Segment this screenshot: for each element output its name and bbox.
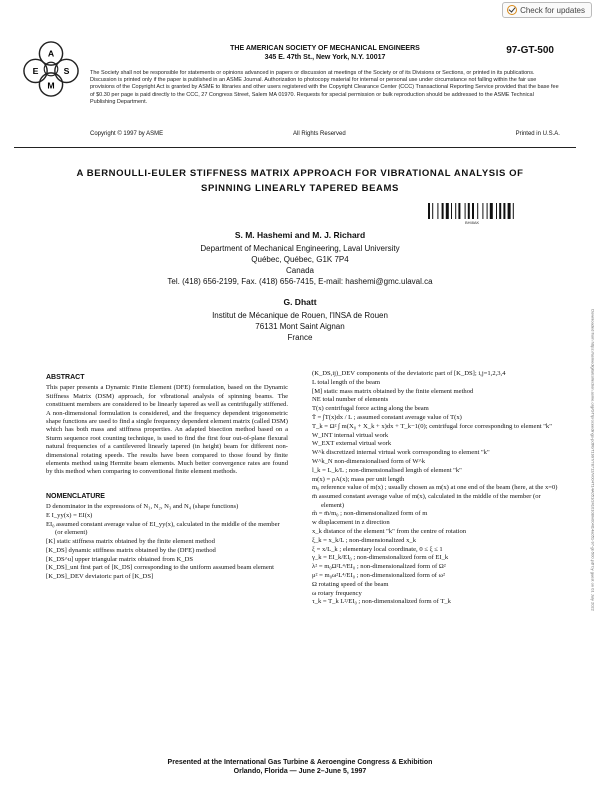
society-name: THE AMERICAN SOCIETY OF MECHANICAL ENGINEERS	[230, 45, 420, 52]
author-names: S. M. Hashemi and M. J. Richard	[234, 230, 366, 240]
conference-footer	[60, 758, 540, 776]
nomenclature-entry: [K_DS] dynamic stiffness matrix obtained by the (DFE) method	[46, 546, 216, 554]
paper-number: 97-GT-500	[506, 45, 554, 56]
nomenclature-heading: NOMENCLATURE	[46, 492, 105, 500]
rights-text: All Rights Reserved	[293, 131, 346, 137]
nomenclature-entry: ξ = x/L_k ; elementary local coordinate, 0 ≤ ξ ≤ 1	[312, 545, 443, 553]
nomenclature-entry: [M] static mass matrix obtained by the finite element method	[312, 387, 474, 395]
society-address: 345 E. 47th St., New York, N.Y. 10017	[264, 54, 386, 61]
nomenclature-entry: x_k distance of the element "k" from the centre of rotation	[312, 527, 467, 535]
check-updates-icon	[507, 5, 517, 15]
nomenclature-entry: W_INT internal virtual work	[312, 431, 389, 439]
nomenclature-entry: NE total number of elements	[312, 396, 389, 404]
nomenclature-entry: [K_DS]_DEV deviatoric part of [K_DS]	[46, 573, 154, 581]
author-address-2: 76131 Mont Saint Aignan	[255, 322, 345, 331]
barcode-icon	[428, 203, 538, 219]
author-country: Canada	[285, 266, 315, 275]
nomenclature-entry: D denominator in the expressions of N₁, N₂, N₃ and N₄ (shape functions)	[46, 503, 239, 511]
nomenclature-entry: [K_DS^u] upper triangular matrix obtained from K_DS	[46, 555, 194, 563]
barcode-label: BHI8AK	[465, 220, 480, 225]
right-column	[312, 370, 562, 607]
author-country-2: France	[287, 333, 313, 342]
abstract-text: This paper presents a Dynamic Finite Element (DFE) formulation, based on the Dynamic Stiffness Matrix (DSM) approach, for vibrational analysis of spinning beams. The constituent members are considered to be linearly tapered as well as centrifugally stiffened. A non-dimensional formulation is considered, and the frequency dependent trigonometric shape functions are used to find a single frequency dependent element matrix (called DSM) which has both mass and stiffness properties. An adapted bisection method based on a Sturm sequence root counting technique, is used to find the first four out-of-plane flexural natural frequencies of a cantilevered linearly tapered (in height) beam for different non-dimensional rotating speeds. The results have been compared to those found by finite elements method using Hermite beam elements. Much better convergence rates are found by this method when comparing to conventional finite element methods.	[46, 384, 288, 476]
left-column	[46, 374, 288, 582]
svg-text:E: E	[32, 65, 39, 76]
footer-line-2: Orlando, Florida — June 2–June 5, 1997	[233, 768, 367, 775]
nomenclature-entry: μ² = m₀ω²L⁴/EI₀ ; non-dimensionalized form of ω²	[312, 571, 445, 579]
download-watermark-text: Downloaded from https://asmedigitalcollection.asme.org/GT/proceedings-pdf/GT1997/78712/V004T14A051/2410108/v004t14a051-97-gt-500.pdf by guest on 01 July 2022	[590, 309, 596, 611]
nomenclature-entry: τ_k = T_k L²/EI₀ ; non-dimensionalized form of T_k	[312, 598, 451, 606]
nomenclature-entry: Ω rotating speed of the beam	[312, 580, 389, 588]
author-contact: Tel. (418) 656-2199, Fax. (418) 656-7415, E-mail: hashemi@gmc.ulaval.ca	[167, 277, 433, 286]
nomenclature-entry: λ² = m₀Ω²L⁴/EI₀ ; non-dimensionalized form of Ω²	[312, 563, 446, 571]
svg-text:S: S	[63, 65, 70, 76]
nomenclature-entry: [K] static stiffness matrix obtained by the finite element method	[46, 538, 215, 546]
nomenclature-entry: T_k = Ω² ∫ m(X₀ + X_k + x)dx + T_k−1(0); centrifugal force corresponding to element "k"	[312, 422, 552, 430]
nomenclature-entry: [K_DS]_uni first part of [K_DS] corresponding to the uniform assumed beam element	[46, 564, 274, 572]
nomenclature-entry: γ_k = EI_k/EI₀ ; non-dimensionalized form of EI_k	[312, 554, 449, 562]
check-for-updates-label: Check for updates	[520, 5, 585, 15]
svg-text:M: M	[47, 80, 55, 91]
asme-logo-icon	[22, 40, 80, 98]
title-line-1: A BERNOULLI-EULER STIFFNESS MATRIX APPROACH FOR VIBRATIONAL ANALYSIS OF	[76, 168, 524, 179]
svg-text:A: A	[47, 48, 55, 59]
abstract-heading: ABSTRACT	[46, 374, 85, 381]
author-name-2: G. Dhatt	[283, 297, 317, 307]
footer-line-1: Presented at the International Gas Turbine & Aeroengine Congress & Exhibition	[167, 759, 433, 766]
header-divider	[14, 147, 576, 148]
nomenclature-entry: m₀ reference value of m(x) ; usually chosen as m(x) at one end of the beam (here, at the x=0)	[312, 484, 558, 492]
nomenclature-entry: m̃ = m̄/m₀ ; non-dimensionalized form of m	[312, 510, 428, 518]
nomenclature-entry: w displacement in z direction	[312, 519, 390, 527]
check-for-updates-badge[interactable]	[502, 2, 592, 18]
abstract-section	[46, 374, 288, 477]
author-city: Québec, Québec, G1K 7P4	[251, 255, 349, 264]
title-line-2: SPINNING LINEARLY TAPERED BEAMS	[201, 183, 399, 194]
nomenclature-entry: W_EXT external virtual work	[312, 440, 392, 448]
society-header	[200, 44, 450, 62]
nomenclature-entry: L total length of the beam	[312, 378, 381, 386]
download-watermark	[588, 150, 598, 770]
nomenclature-entry: l_k = L_k/L ; non-dimensionalised length of element "k"	[312, 466, 462, 474]
author-department: Department of Mechanical Engineering, Laval University	[200, 244, 400, 253]
author-institute-2: Institut de Mécanique de Rouen, l'INSA de Rouen	[212, 311, 388, 320]
nomenclature-entry: EI₀ assumed constant average value of EI_yy(x), calculated in the middle of the member (or element)	[46, 520, 280, 537]
nomenclature-entry: T(x) centrifugal force acting along the beam	[312, 405, 429, 413]
nomenclature-right-list	[312, 370, 562, 607]
printed-text: Printed in U.S.A.	[515, 131, 560, 137]
disclaimer-text: The Society shall not be responsible for statements or opinions advanced in papers or discussion at meetings of the Society or of its Divisions or Sections, or printed in its publications. Discussion is printed only if the paper is published in an ASME Journal. Authorization to photocopy material for internal or personal use under circumstance not falling within the fair use provisions of the Copyright Act is granted by ASME to libraries and other users registered with the Copyright Clearance Center (CCC) Transactional Reporting Service provided that the base fee of $0.30 per page is paid directly to the CCC, 27 Congress Street, Salem MA 01970. Requests for special permission or bulk reproduction should be addressed to the ASME Technical Publishing Department.	[90, 70, 559, 105]
copyright-row	[90, 131, 560, 137]
nomenclature-entry: ξ_k = x_k/L ; non-dimensionalized x_k	[312, 536, 417, 544]
nomenclature-entry: ω rotary frequency	[312, 589, 362, 597]
paper-title	[40, 166, 560, 196]
nomenclature-entry: W^k_N non-dimensionalised form of W^k	[312, 457, 426, 465]
author-block	[110, 230, 490, 343]
nomenclature-entry: T̄ = ∫T(x)dx / L ; assumed constant average value of T(x)	[312, 413, 462, 421]
nomenclature-entry: W^k discretized internal virtual work corresponding to element "k"	[312, 449, 490, 457]
nomenclature-entry: (K_DS,ij)_DEV components of the deviatoric part of [K_DS]; i,j=1,2,3,4	[312, 370, 506, 377]
nomenclature-left-list	[46, 503, 288, 581]
nomenclature-entry: m̄ assumed constant average value of m(x), calculated in the middle of the member (or element)	[312, 493, 541, 509]
copyright-text: Copyright © 1997 by ASME	[90, 131, 164, 137]
nomenclature-entry: m(x) = ρA(x); mass per unit length	[312, 475, 405, 483]
nomenclature-entry: E I_yy(x) = EI(x)	[46, 512, 93, 520]
